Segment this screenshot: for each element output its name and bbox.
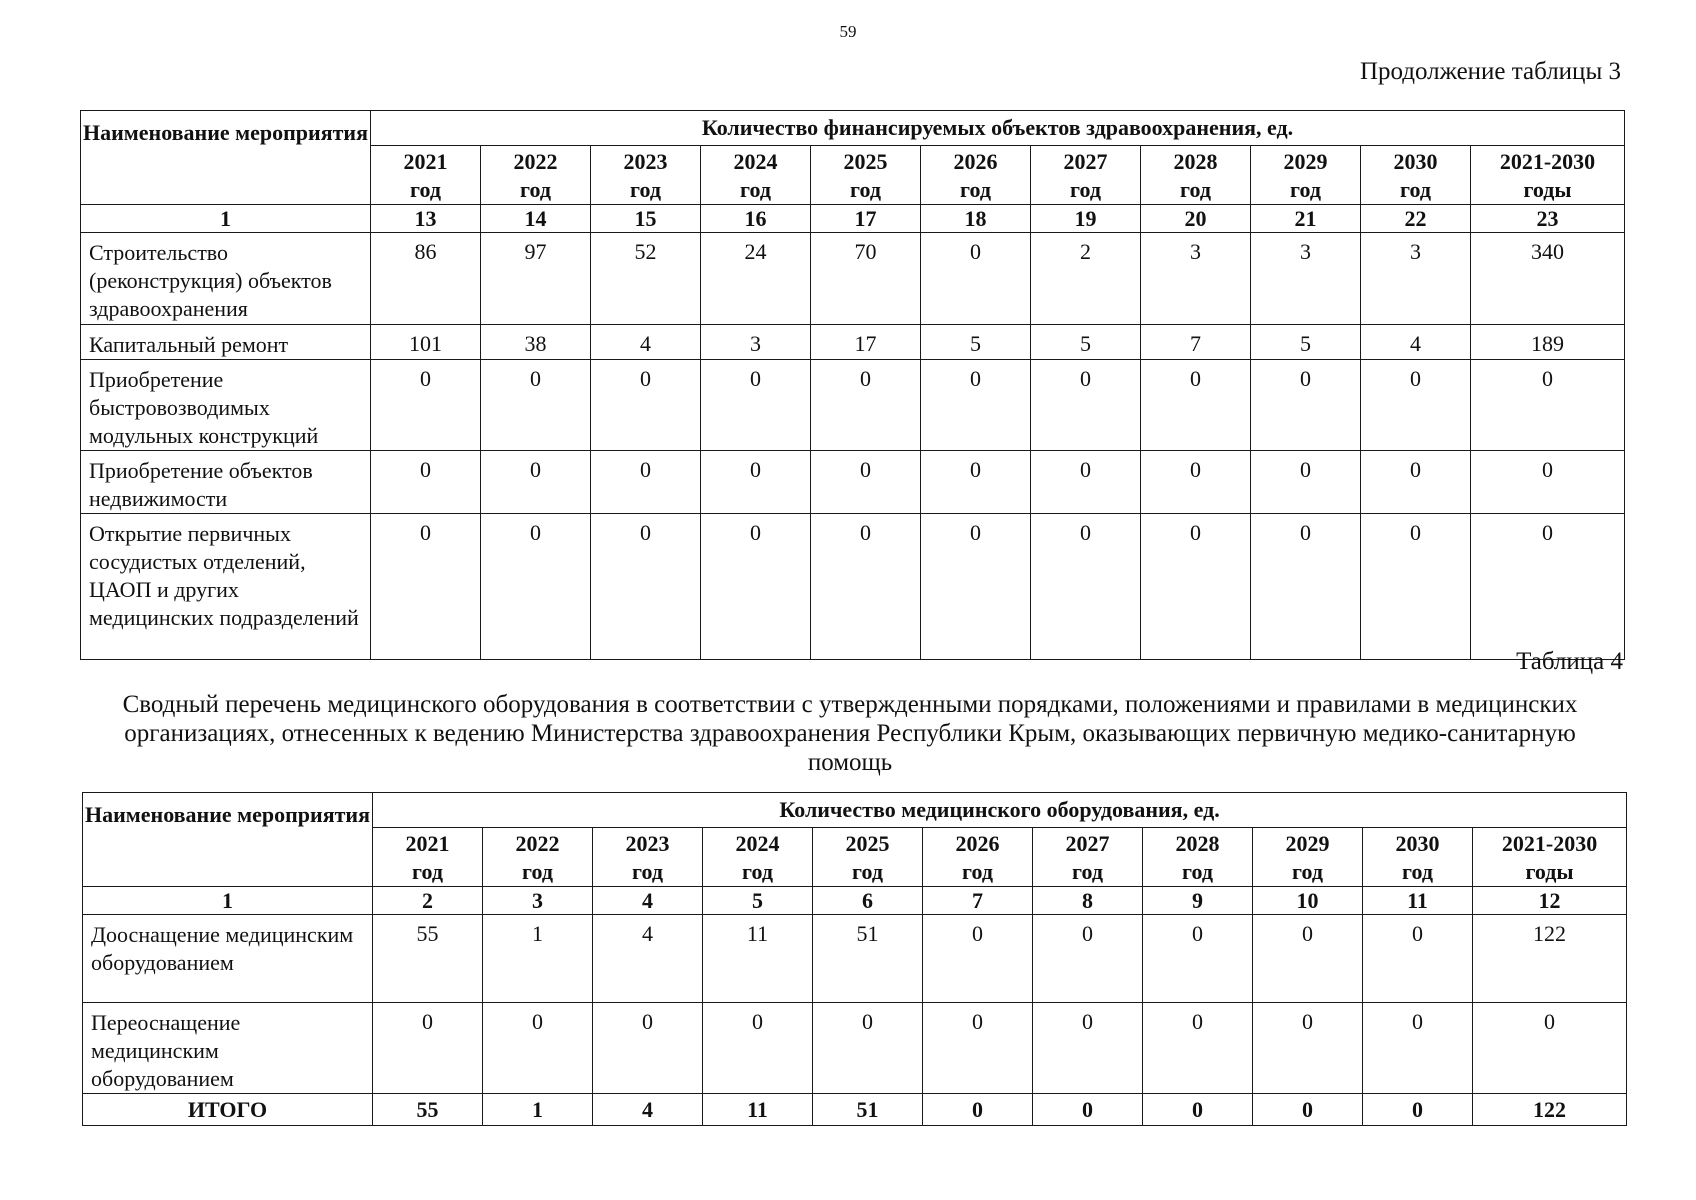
- total-value: 4: [593, 1094, 703, 1126]
- table4-column-number: 4: [593, 887, 703, 915]
- row-name: Капитальный ремонт: [81, 325, 371, 360]
- year-label: 2028: [1173, 149, 1218, 174]
- row-value: 0: [923, 1003, 1033, 1094]
- total-label: ИТОГО: [83, 1094, 373, 1126]
- table4-year-header: [1033, 828, 1143, 887]
- table3-header-row: [81, 111, 1625, 146]
- year-label: 2021-2030: [1499, 149, 1596, 174]
- row-value: 0: [591, 514, 701, 660]
- row-value: 11: [703, 915, 813, 1003]
- row-value: 0: [1031, 451, 1141, 514]
- year-unit-label: год: [1292, 859, 1323, 884]
- row-value: 24: [701, 233, 811, 325]
- year-label: 2027: [1065, 831, 1110, 856]
- row-value: 0: [701, 451, 811, 514]
- table3-row: [81, 514, 1625, 660]
- year-label: 2030: [1395, 831, 1440, 856]
- table4-column-number: 11: [1363, 887, 1473, 915]
- row-value: 0: [1251, 451, 1361, 514]
- table3-column-number: 23: [1471, 205, 1625, 233]
- row-value: 0: [1031, 360, 1141, 451]
- row-value: 0: [1471, 451, 1625, 514]
- year-unit-label: год: [1072, 859, 1103, 884]
- year-unit-label: год: [852, 859, 883, 884]
- year-label: 2021-2030: [1501, 831, 1598, 856]
- year-unit-label: год: [1182, 859, 1213, 884]
- table3-column-number-row: [81, 205, 1625, 233]
- table4-column-number-row: [83, 887, 1627, 915]
- row-value: 4: [1361, 325, 1471, 360]
- row-value: 0: [813, 1003, 923, 1094]
- table4-column-number: 7: [923, 887, 1033, 915]
- total-value: 11: [703, 1094, 813, 1126]
- table3-year-header: [701, 146, 811, 205]
- row-value: 0: [1141, 514, 1251, 660]
- table4-column-number: 6: [813, 887, 923, 915]
- row-value: 0: [371, 360, 481, 451]
- table3-year-header: [591, 146, 701, 205]
- row-value: 0: [1361, 514, 1471, 660]
- row-value: 7: [1141, 325, 1251, 360]
- row-value: 5: [1031, 325, 1141, 360]
- total-value: 0: [1363, 1094, 1473, 1126]
- row-value: 0: [1363, 1003, 1473, 1094]
- row-value: 4: [591, 325, 701, 360]
- table4-year-header: [923, 828, 1033, 887]
- year-label: 2025: [845, 831, 890, 856]
- table4-total-row: [83, 1094, 1627, 1126]
- row-value: 0: [923, 915, 1033, 1003]
- year-unit-label: год: [1402, 859, 1433, 884]
- row-value: 0: [703, 1003, 813, 1094]
- year-unit-label: год: [740, 177, 771, 202]
- row-value: 0: [1363, 915, 1473, 1003]
- row-value: 0: [1361, 451, 1471, 514]
- row-value: 51: [813, 915, 923, 1003]
- year-label: 2029: [1283, 149, 1328, 174]
- row-value: 3: [1251, 233, 1361, 325]
- table3-row: [81, 233, 1625, 325]
- row-value: 0: [1253, 915, 1363, 1003]
- row-value: 0: [1251, 360, 1361, 451]
- table3-group-header: Количество финансируемых объектов здравоохранения, ед.: [371, 111, 1625, 146]
- table4-caption: Сводный перечень медицинского оборудования в соответствии с утвержденными порядками, положениями и правилами в медицинских организациях, отнесенных к ведению Министерства здравоохранения Республики Крым, оказывающих первичную медико-санитарную помощь: [122, 691, 1578, 776]
- row-name: Дооснащение медицинским оборудованием: [83, 915, 373, 1003]
- row-value: 0: [921, 360, 1031, 451]
- table3-column-number: 20: [1141, 205, 1251, 233]
- table4-label: Таблица 4: [1516, 648, 1623, 675]
- row-value: 0: [1471, 514, 1625, 660]
- table3-year-header: [1471, 146, 1625, 205]
- table3-column-number: 16: [701, 205, 811, 233]
- page-number: 59: [839, 22, 857, 41]
- year-unit-label: год: [1180, 177, 1211, 202]
- row-name: Приобретение быстровозводимых модульных конструкций: [81, 360, 371, 451]
- table3-name-header: Наименование мероприятия: [81, 111, 371, 205]
- row-value: 0: [483, 1003, 593, 1094]
- row-value: 0: [1141, 451, 1251, 514]
- row-value: 0: [371, 451, 481, 514]
- table3-year-header: [921, 146, 1031, 205]
- row-value: 101: [371, 325, 481, 360]
- row-value: 0: [1473, 1003, 1627, 1094]
- year-label: 2022: [515, 831, 560, 856]
- row-value: 0: [481, 451, 591, 514]
- table4-column-number: 10: [1253, 887, 1363, 915]
- row-value: 0: [591, 360, 701, 451]
- row-value: 52: [591, 233, 701, 325]
- row-value: 0: [371, 514, 481, 660]
- row-value: 0: [811, 451, 921, 514]
- row-value: 0: [811, 514, 921, 660]
- total-value: 0: [1253, 1094, 1363, 1126]
- row-value: 0: [701, 514, 811, 660]
- table4-row: [83, 1003, 1627, 1094]
- row-name: Приобретение объектов недвижимости: [81, 451, 371, 514]
- table3-column-number: 1: [81, 205, 371, 233]
- row-value: 0: [481, 360, 591, 451]
- table4-year-header: [593, 828, 703, 887]
- year-label: 2026: [953, 149, 998, 174]
- table3-column-number: 19: [1031, 205, 1141, 233]
- year-label: 2030: [1393, 149, 1438, 174]
- table4-column-number: 2: [373, 887, 483, 915]
- year-unit-label: год: [522, 859, 553, 884]
- year-unit-label: годы: [1525, 859, 1574, 884]
- table3-column-number: 13: [371, 205, 481, 233]
- row-value: 0: [1033, 1003, 1143, 1094]
- table3: [80, 110, 1625, 660]
- row-value: 70: [811, 233, 921, 325]
- row-value: 0: [921, 514, 1031, 660]
- year-label: 2027: [1063, 149, 1108, 174]
- row-value: 4: [593, 915, 703, 1003]
- row-value: 38: [481, 325, 591, 360]
- table3-year-header: [1361, 146, 1471, 205]
- year-unit-label: год: [742, 859, 773, 884]
- year-unit-label: год: [410, 177, 441, 202]
- total-value: 0: [923, 1094, 1033, 1126]
- year-unit-label: год: [1070, 177, 1101, 202]
- row-value: 0: [1361, 360, 1471, 451]
- row-value: 0: [373, 1003, 483, 1094]
- row-value: 189: [1471, 325, 1625, 360]
- table3-year-header: [1031, 146, 1141, 205]
- row-value: 5: [921, 325, 1031, 360]
- row-value: 2: [1031, 233, 1141, 325]
- row-name: Строительство (реконструкция) объектов здравоохранения: [81, 233, 371, 325]
- table4-year-header: [1143, 828, 1253, 887]
- row-value: 122: [1473, 915, 1627, 1003]
- total-value: 0: [1143, 1094, 1253, 1126]
- table4-group-header: Количество медицинского оборудования, ед.: [373, 793, 1627, 828]
- table4-year-header: [1473, 828, 1627, 887]
- table4-column-number: 5: [703, 887, 813, 915]
- table4-year-header: [1253, 828, 1363, 887]
- table3-year-header: [811, 146, 921, 205]
- table3-year-header: [1251, 146, 1361, 205]
- row-value: 0: [1143, 1003, 1253, 1094]
- row-value: 0: [921, 233, 1031, 325]
- row-value: 0: [1253, 1003, 1363, 1094]
- total-value: 122: [1473, 1094, 1627, 1126]
- table3-row: [81, 325, 1625, 360]
- row-value: 5: [1251, 325, 1361, 360]
- table4-year-header: [813, 828, 923, 887]
- table4-column-number: 9: [1143, 887, 1253, 915]
- row-name: Открытие первичных сосудистых отделений, ЦАОП и других медицинских подразделений: [81, 514, 371, 660]
- row-value: 55: [373, 915, 483, 1003]
- table3-year-header: [371, 146, 481, 205]
- year-unit-label: год: [1290, 177, 1321, 202]
- row-value: 0: [1471, 360, 1625, 451]
- table4-year-header: [1363, 828, 1473, 887]
- table3-column-number: 18: [921, 205, 1031, 233]
- table4-year-header: [703, 828, 813, 887]
- year-unit-label: год: [520, 177, 551, 202]
- year-label: 2022: [513, 149, 558, 174]
- table3-column-number: 21: [1251, 205, 1361, 233]
- year-label: 2024: [735, 831, 780, 856]
- table4-name-header: Наименование мероприятия: [83, 793, 373, 887]
- year-unit-label: год: [632, 859, 663, 884]
- row-value: 0: [1141, 360, 1251, 451]
- row-value: 3: [1361, 233, 1471, 325]
- year-unit-label: годы: [1523, 177, 1572, 202]
- year-label: 2021: [405, 831, 450, 856]
- table4-column-number: 3: [483, 887, 593, 915]
- year-unit-label: год: [960, 177, 991, 202]
- table4-header-row: [83, 793, 1627, 828]
- year-label: 2028: [1175, 831, 1220, 856]
- year-unit-label: год: [1400, 177, 1431, 202]
- total-value: 51: [813, 1094, 923, 1126]
- row-value: 0: [921, 451, 1031, 514]
- table3-column-number: 17: [811, 205, 921, 233]
- row-name: Переоснащение медицинским оборудованием: [83, 1003, 373, 1094]
- table4-column-number: 1: [83, 887, 373, 915]
- row-value: 3: [701, 325, 811, 360]
- total-value: 55: [373, 1094, 483, 1126]
- table3-column-number: 22: [1361, 205, 1471, 233]
- table3-row: [81, 360, 1625, 451]
- year-label: 2025: [843, 149, 888, 174]
- table4: [82, 792, 1627, 1126]
- table3-row: [81, 451, 1625, 514]
- row-value: 0: [701, 360, 811, 451]
- total-value: 1: [483, 1094, 593, 1126]
- table3-column-number: 14: [481, 205, 591, 233]
- row-value: 0: [593, 1003, 703, 1094]
- row-value: 0: [1251, 514, 1361, 660]
- year-unit-label: год: [412, 859, 443, 884]
- row-value: 0: [591, 451, 701, 514]
- row-value: 340: [1471, 233, 1625, 325]
- row-value: 0: [1033, 915, 1143, 1003]
- table4-column-number: 8: [1033, 887, 1143, 915]
- table3-year-header: [1141, 146, 1251, 205]
- year-label: 2023: [625, 831, 670, 856]
- table3-year-header: [481, 146, 591, 205]
- year-label: 2021: [403, 149, 448, 174]
- row-value: 0: [1031, 514, 1141, 660]
- row-value: 3: [1141, 233, 1251, 325]
- table4-year-header: [483, 828, 593, 887]
- year-unit-label: год: [630, 177, 661, 202]
- table3-continuation-label: Продолжение таблицы 3: [1359, 58, 1621, 85]
- row-value: 0: [1143, 915, 1253, 1003]
- row-value: 97: [481, 233, 591, 325]
- year-label: 2024: [733, 149, 778, 174]
- table3-column-number: 15: [591, 205, 701, 233]
- year-label: 2023: [623, 149, 668, 174]
- total-value: 0: [1033, 1094, 1143, 1126]
- row-value: 86: [371, 233, 481, 325]
- row-value: 0: [811, 360, 921, 451]
- table4-year-header: [373, 828, 483, 887]
- year-label: 2026: [955, 831, 1000, 856]
- year-unit-label: год: [850, 177, 881, 202]
- row-value: 0: [481, 514, 591, 660]
- year-unit-label: год: [962, 859, 993, 884]
- table4-column-number: 12: [1473, 887, 1627, 915]
- row-value: 1: [483, 915, 593, 1003]
- table4-row: [83, 915, 1627, 1003]
- row-value: 17: [811, 325, 921, 360]
- year-label: 2029: [1285, 831, 1330, 856]
